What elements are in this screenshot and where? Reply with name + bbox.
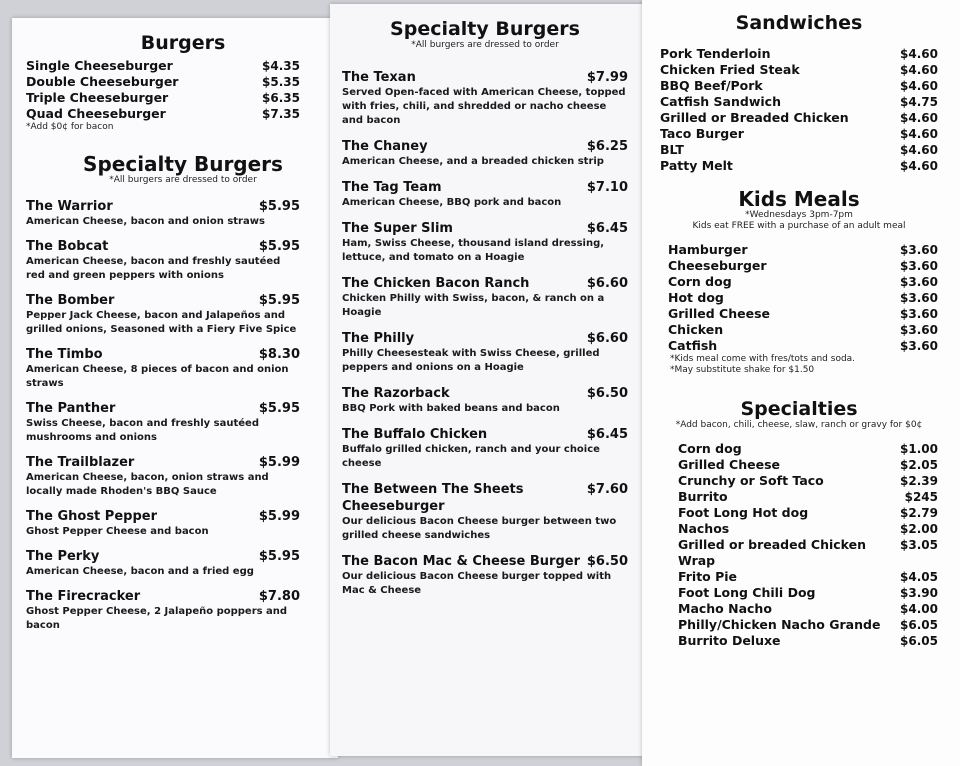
sandwich-row — [660, 126, 938, 142]
item-price: $4.60 — [900, 63, 938, 77]
item-price: $4.60 — [900, 127, 938, 141]
menu-item-header — [26, 346, 300, 363]
menu-item — [26, 454, 300, 499]
item-name: Grilled Cheese — [668, 306, 771, 321]
item-name: Hot dog — [668, 290, 724, 305]
burger-row — [26, 74, 300, 90]
item-name: The Perky — [26, 549, 100, 564]
sandwiches-list — [660, 46, 938, 174]
item-price: $5.35 — [262, 75, 300, 89]
menu-item-header — [26, 238, 300, 255]
item-price: $5.95 — [258, 401, 300, 416]
item-price: $4.05 — [900, 570, 938, 584]
item-price: $7.35 — [262, 107, 300, 121]
specialty-row — [660, 441, 938, 457]
sandwich-row — [660, 62, 938, 78]
item-price: $3.60 — [900, 259, 938, 273]
item-name: The Texan — [342, 70, 416, 85]
menu-item-header — [342, 220, 628, 237]
item-name: Crunchy or Soft Taco — [678, 473, 824, 488]
item-name: Frito Pie — [678, 569, 738, 584]
kids-row — [660, 338, 938, 354]
item-price: $2.39 — [900, 474, 938, 488]
specialty-row — [660, 457, 938, 473]
sandwich-row — [660, 158, 938, 174]
menu-item-header — [26, 588, 300, 605]
item-name: Grilled or breaded Chicken Wrap — [678, 537, 867, 568]
item-description: American Cheese, BBQ pork and bacon — [342, 197, 562, 208]
menu-item-header — [342, 69, 628, 86]
kids-meals-title: Kids Meals — [738, 187, 860, 211]
item-name: The Buffalo Chicken — [342, 427, 488, 442]
item-description: Buffalo grilled chicken, ranch and your choice cheese — [342, 444, 600, 469]
menu-item-header — [26, 198, 300, 215]
item-price: $4.60 — [900, 47, 938, 61]
burgers-title: Burgers — [140, 32, 226, 54]
item-name: The Ghost Pepper — [26, 509, 157, 524]
menu-item — [342, 553, 628, 598]
item-name: The Firecracker — [26, 589, 141, 604]
item-price: $3.90 — [900, 586, 938, 600]
item-price: $4.60 — [900, 111, 938, 125]
specialty-row — [660, 601, 938, 617]
burger-row — [26, 106, 300, 122]
specialty-note-2: *All burgers are dressed to order — [411, 40, 559, 50]
menu-panel-left — [12, 18, 338, 758]
menu-panel-center — [330, 4, 656, 756]
specialty-note: *All burgers are dressed to order — [109, 175, 257, 185]
item-name: Foot Long Hot dog — [678, 505, 809, 520]
item-name: The Chaney — [342, 139, 428, 154]
item-name: Quad Cheeseburger — [26, 106, 166, 121]
item-price: $7.80 — [258, 589, 300, 604]
menu-item — [26, 508, 300, 539]
menu-item — [26, 548, 300, 579]
sandwich-row — [660, 110, 938, 126]
menu-item — [342, 138, 628, 169]
burger-row — [26, 58, 300, 74]
item-price: $5.95 — [258, 549, 300, 564]
specialties-note: *Add bacon, chili, cheese, slaw, ranch or gravy for $0¢ — [675, 420, 923, 430]
item-name: Corn dog — [668, 274, 732, 289]
item-price: $6.60 — [586, 276, 628, 291]
menu-item — [342, 220, 628, 265]
item-price: $4.75 — [900, 95, 938, 109]
item-price: $6.05 — [900, 618, 938, 632]
item-price: $6.45 — [586, 427, 628, 442]
item-price: $4.00 — [900, 602, 938, 616]
sandwiches-title: Sandwiches — [735, 12, 863, 34]
item-name: The Trailblazer — [26, 455, 135, 470]
item-name: The Between The Sheets Cheeseburger — [342, 482, 524, 514]
specialty-row — [660, 521, 938, 537]
item-price: $4.35 — [262, 59, 300, 73]
kids-foot-1: *Kids meal come with fres/tots and soda. — [670, 354, 856, 364]
item-description: Ham, Swiss Cheese, thousand island dressing, lettuce, and tomato on a Hoagie — [342, 238, 605, 263]
kids-note-free: Kids eat FREE with a purchase of an adult meal — [692, 221, 906, 231]
burgers-list — [26, 58, 300, 122]
item-name: Burrito Deluxe — [678, 633, 781, 648]
menu-panel-right — [642, 0, 960, 766]
item-name: BLT — [660, 142, 684, 157]
item-price: $2.79 — [900, 506, 938, 520]
kids-row — [660, 290, 938, 306]
item-price: $3.05 — [900, 538, 938, 552]
specialty-items-list-2 — [342, 69, 628, 598]
item-price: $4.60 — [900, 79, 938, 93]
item-name: Double Cheeseburger — [26, 74, 179, 89]
specialty-row — [660, 473, 938, 489]
item-price: $5.99 — [258, 509, 300, 524]
item-description: American Cheese, bacon and a fried egg — [26, 566, 254, 577]
item-description: BBQ Pork with baked beans and bacon — [342, 403, 560, 414]
item-name: Pork Tenderloin — [660, 46, 771, 61]
menu-item — [342, 481, 628, 543]
kids-row — [660, 274, 938, 290]
item-description: American Cheese, 8 pieces of bacon and onion straws — [26, 364, 289, 389]
specialty-row — [660, 489, 938, 505]
item-name: The Tag Team — [342, 180, 442, 195]
menu-item — [26, 198, 300, 229]
item-name: The Chicken Bacon Ranch — [342, 276, 530, 291]
sandwich-row — [660, 46, 938, 62]
kids-foot-2: *May substitute shake for $1.50 — [670, 365, 815, 375]
specialty-burgers-title-2: Specialty Burgers — [390, 18, 580, 40]
item-price: $3.60 — [900, 291, 938, 305]
item-name: The Super Slim — [342, 221, 453, 236]
specialties-list — [660, 441, 938, 649]
item-name: Triple Cheeseburger — [26, 90, 169, 105]
menu-item — [342, 69, 628, 128]
item-price: $3.60 — [900, 339, 938, 353]
menu-item-header — [26, 508, 300, 525]
item-name: The Bacon Mac & Cheese Burger — [342, 554, 580, 569]
menu-item-header — [342, 179, 628, 196]
item-price: $245 — [904, 490, 938, 504]
menu-item-header — [26, 454, 300, 471]
specialty-row — [660, 537, 938, 569]
item-description: Chicken Philly with Swiss, bacon, & ranch on a Hoagie — [342, 293, 605, 318]
item-price: $6.50 — [586, 554, 628, 569]
item-name: Catfish Sandwich — [660, 94, 781, 109]
item-price: $6.25 — [586, 139, 628, 154]
specialties-title: Specialties — [740, 398, 858, 420]
item-price: $7.60 — [586, 482, 628, 497]
item-name: Hamburger — [668, 242, 748, 257]
specialty-items-list — [26, 198, 300, 633]
item-description: American Cheese, bacon and onion straws — [26, 216, 265, 227]
menu-item-header — [342, 553, 628, 570]
item-price: $4.60 — [900, 143, 938, 157]
item-name: Patty Melt — [660, 158, 733, 173]
menu-item-header — [26, 400, 300, 417]
item-price: $6.45 — [586, 221, 628, 236]
item-name: Burrito — [678, 489, 728, 504]
item-price: $5.99 — [258, 455, 300, 470]
item-price: $6.60 — [586, 331, 628, 346]
item-name: The Philly — [342, 331, 415, 346]
item-price: $7.99 — [586, 70, 628, 85]
item-name: BBQ Beef/Pork — [660, 78, 763, 93]
item-name: Philly/Chicken Nacho Grande — [678, 617, 881, 632]
item-description: Philly Cheesesteak with Swiss Cheese, grilled peppers and onions on a Hoagie — [342, 348, 600, 373]
item-price: $8.30 — [258, 347, 300, 362]
item-description: American Cheese, bacon, onion straws and locally made Rhoden's BBQ Sauce — [26, 472, 269, 497]
item-name: Foot Long Chili Dog — [678, 585, 816, 600]
kids-row — [660, 322, 938, 338]
specialty-row — [660, 585, 938, 601]
menu-item-header — [342, 385, 628, 402]
menu-item — [26, 346, 300, 391]
menu-item — [342, 330, 628, 375]
menu-item — [342, 385, 628, 416]
item-name: The Razorback — [342, 386, 450, 401]
specialty-row — [660, 633, 938, 649]
sandwich-row — [660, 142, 938, 158]
kids-row — [660, 258, 938, 274]
item-name: The Bobcat — [26, 239, 109, 254]
item-name: Grilled or Breaded Chicken — [660, 110, 849, 125]
menu-item-header — [26, 292, 300, 309]
item-name: Corn dog — [678, 441, 742, 456]
item-description: Our delicious Bacon Cheese burger topped with Mac & Cheese — [342, 571, 612, 596]
menu-item-header — [342, 330, 628, 347]
kids-row — [660, 242, 938, 258]
item-name: Macho Nacho — [678, 601, 772, 616]
item-name: The Warrior — [26, 199, 113, 214]
menu-item — [26, 238, 300, 283]
item-price: $4.60 — [900, 159, 938, 173]
menu-item — [342, 275, 628, 320]
item-name: Taco Burger — [660, 126, 744, 141]
specialty-row — [660, 505, 938, 521]
item-price: $3.60 — [900, 275, 938, 289]
item-description: Pepper Jack Cheese, bacon and Jalapeños and grilled onions, Seasoned with a Fiery Five Spice — [26, 310, 297, 335]
menu-item — [26, 588, 300, 633]
item-description: American Cheese, bacon and freshly sautéed red and green peppers with onions — [26, 256, 281, 281]
item-name: Chicken Fried Steak — [660, 62, 800, 77]
item-price: $6.50 — [586, 386, 628, 401]
item-price: $3.60 — [900, 243, 938, 257]
sandwich-row — [660, 94, 938, 110]
item-name: Grilled Cheese — [678, 457, 781, 472]
item-name: The Panther — [26, 401, 116, 416]
item-description: Swiss Cheese, bacon and freshly sautéed mushrooms and onions — [26, 418, 259, 443]
burger-row — [26, 90, 300, 106]
kids-row — [660, 306, 938, 322]
kids-note-wednesday: *Wednesdays 3pm-7pm — [745, 210, 853, 220]
item-name: Single Cheeseburger — [26, 58, 173, 73]
bacon-note: *Add $0¢ for bacon — [26, 122, 114, 132]
item-name: Nachos — [678, 521, 730, 536]
menu-item — [26, 400, 300, 445]
item-description: Our delicious Bacon Cheese burger between two grilled cheese sandwiches — [342, 516, 617, 541]
item-description: American Cheese, and a breaded chicken strip — [342, 156, 604, 167]
item-name: The Bomber — [26, 293, 115, 308]
menu-item-header — [26, 548, 300, 565]
specialty-burgers-title: Specialty Burgers — [83, 152, 283, 176]
item-price: $6.35 — [262, 91, 300, 105]
item-price: $5.95 — [258, 199, 300, 214]
sandwich-row — [660, 78, 938, 94]
specialty-row — [660, 617, 938, 633]
item-name: Cheeseburger — [668, 258, 767, 273]
menu-item — [342, 179, 628, 210]
item-price: $1.00 — [900, 442, 938, 456]
item-name: The Timbo — [26, 347, 103, 362]
item-name: Chicken — [668, 322, 724, 337]
item-description: Ghost Pepper Cheese and bacon — [26, 526, 209, 537]
item-price: $6.05 — [900, 634, 938, 648]
item-price: $2.05 — [900, 458, 938, 472]
menu-item-header — [342, 481, 628, 515]
specialty-row — [660, 569, 938, 585]
item-description: Ghost Pepper Cheese, 2 Jalapeño poppers and bacon — [26, 606, 288, 631]
item-price: $3.60 — [900, 323, 938, 337]
kids-list — [660, 242, 938, 354]
item-price: $5.95 — [258, 293, 300, 308]
item-price: $5.95 — [258, 239, 300, 254]
item-name: Catfish — [668, 338, 718, 353]
menu-item-header — [342, 275, 628, 292]
menu-item — [342, 426, 628, 471]
item-price: $3.60 — [900, 307, 938, 321]
item-price: $2.00 — [900, 522, 938, 536]
item-price: $7.10 — [586, 180, 628, 195]
menu-item-header — [342, 426, 628, 443]
item-description: Served Open-faced with American Cheese, topped with fries, chili, and shredded or nacho cheese and bacon — [342, 87, 626, 126]
menu-item-header — [342, 138, 628, 155]
menu-item — [26, 292, 300, 337]
